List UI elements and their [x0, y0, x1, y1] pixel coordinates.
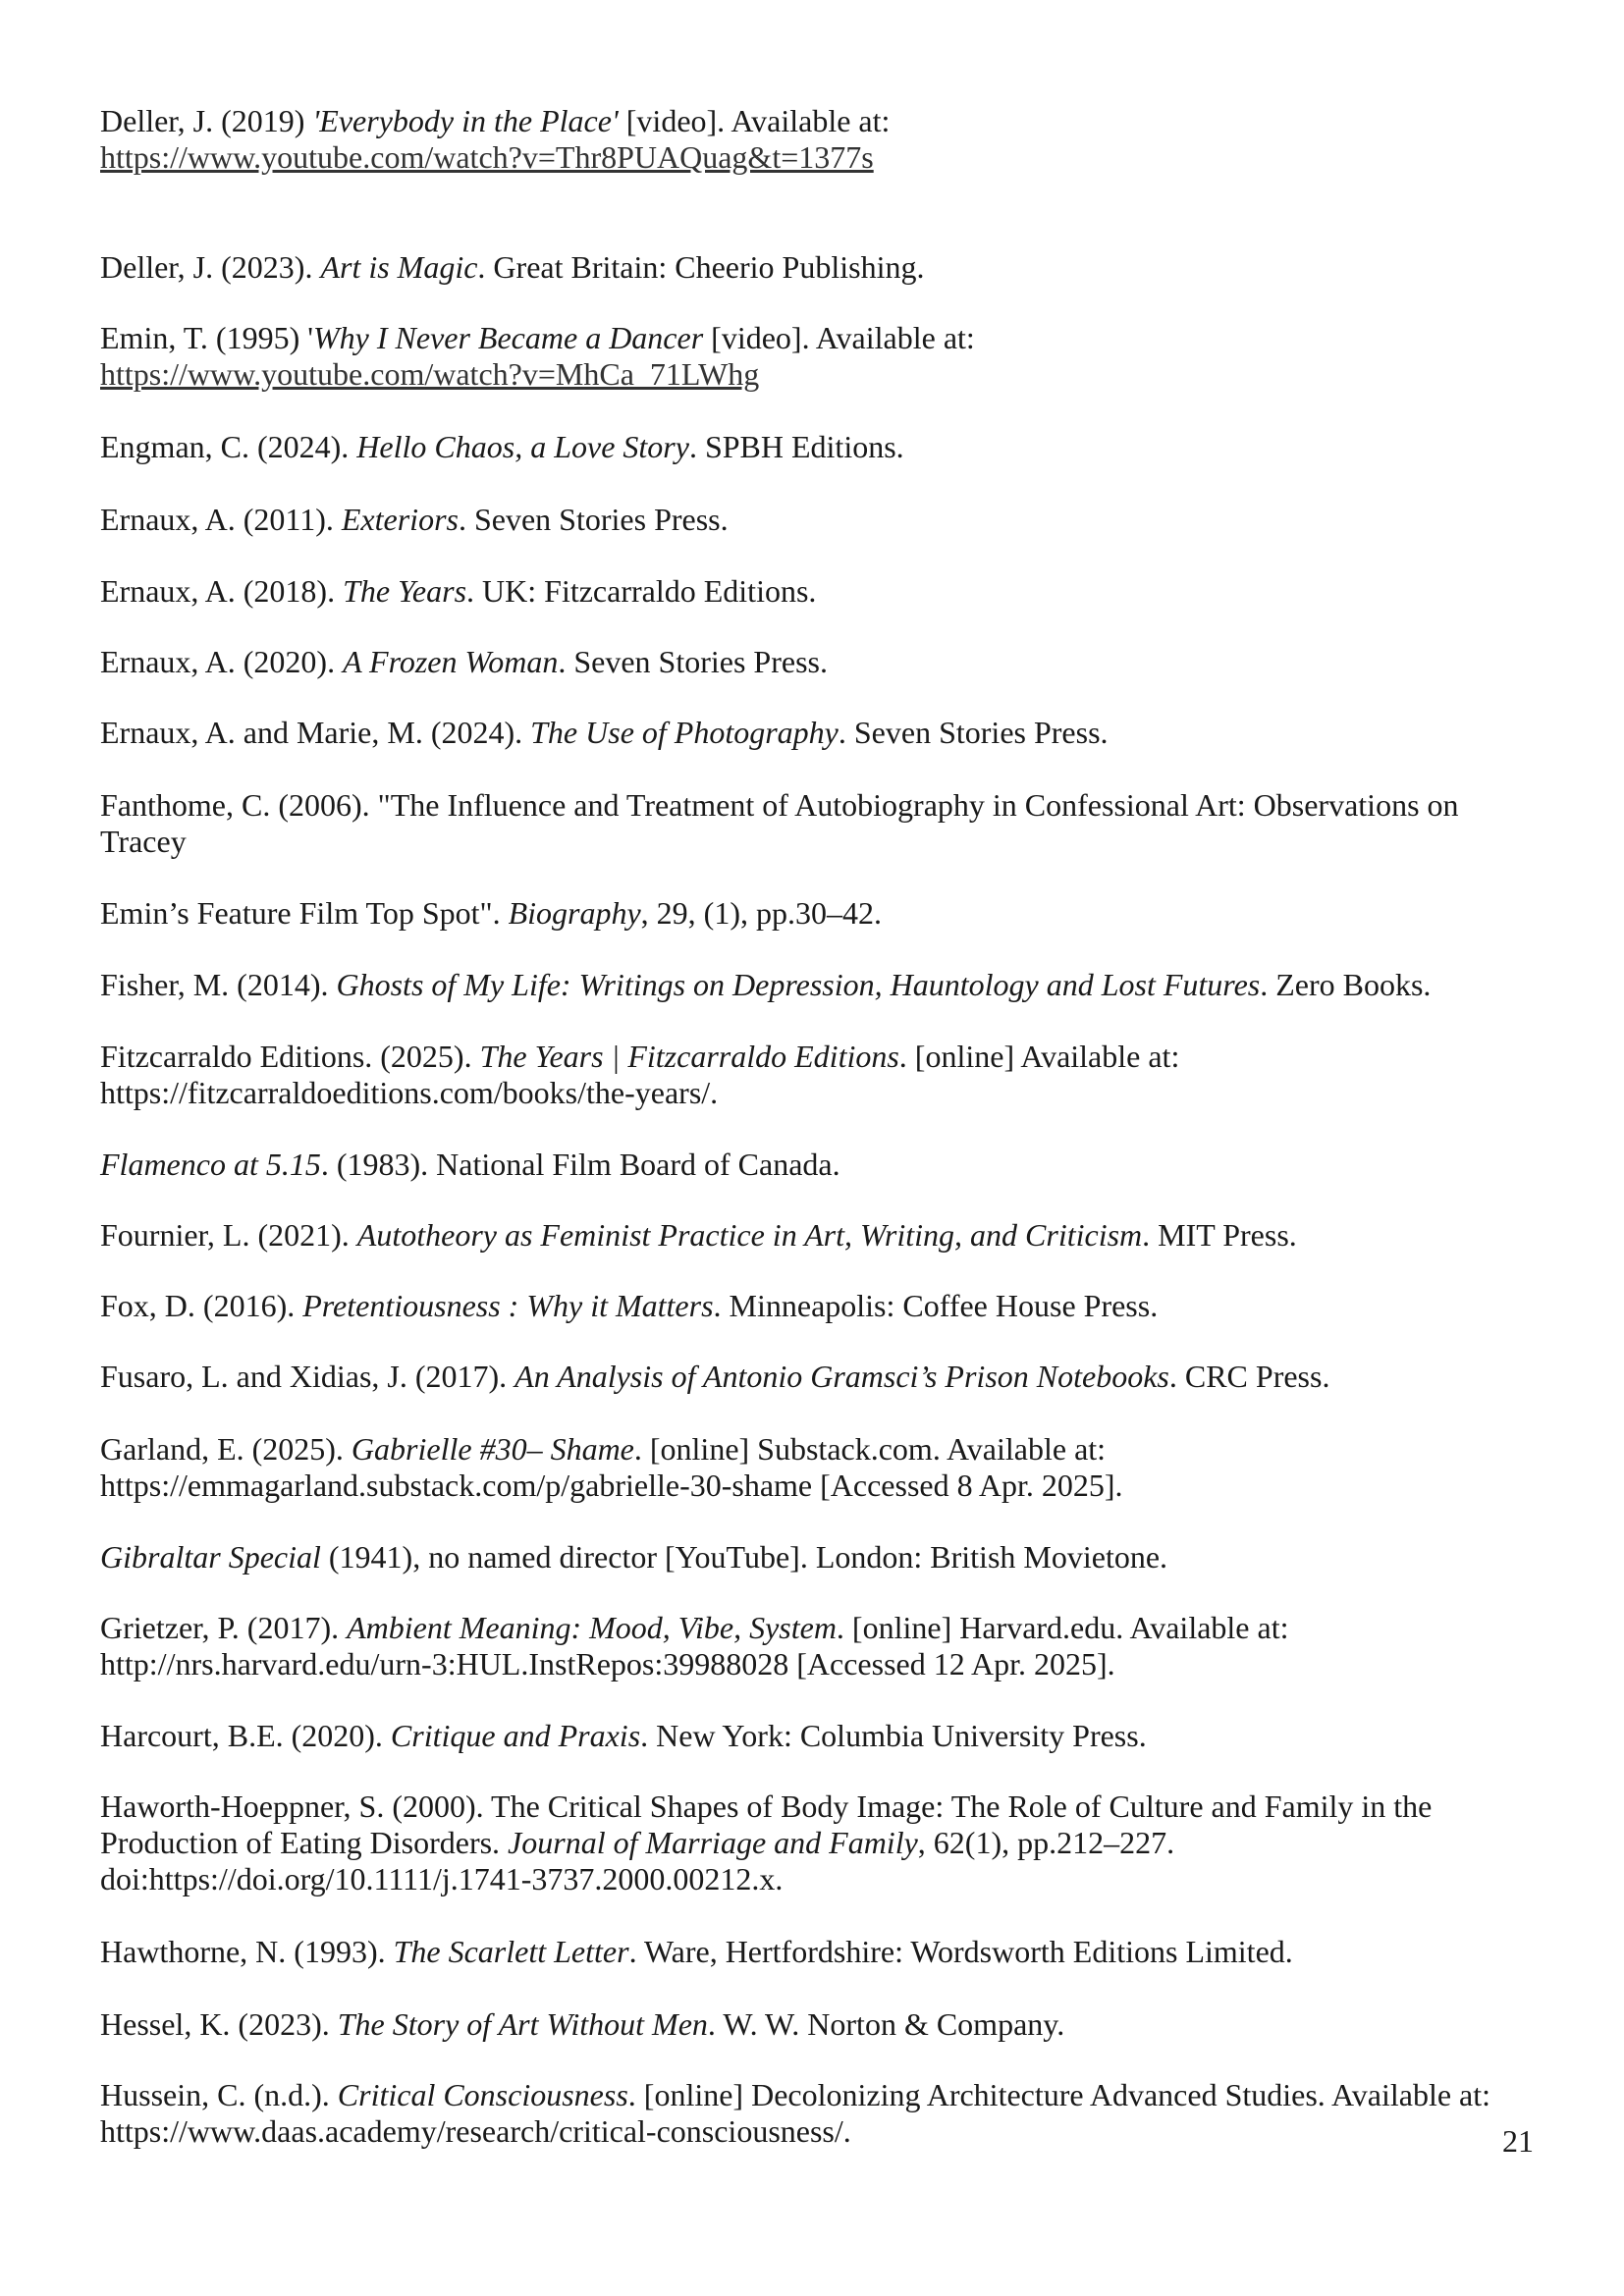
reference-title: Critical Consciousness [337, 2077, 628, 2112]
reference-entry [100, 967, 1534, 1003]
reference-url: https://fitzcarraldoeditions.com/books/the-years/. [100, 1075, 719, 1110]
reference-title: Gibraltar Special [100, 1539, 321, 1575]
reference-title: Art is Magic [320, 249, 478, 285]
reference-text: Emin’s Feature Film Top Spot". [100, 895, 509, 931]
reference-title: Ambient Meaning: Mood, Vibe, System [347, 1610, 837, 1645]
reference-title: Critique and Praxis [390, 1718, 641, 1753]
reference-text: . [online] Substack.com. Available at: [633, 1431, 1107, 1467]
reference-title: 'Everybody in the Place' [312, 103, 619, 138]
reference-entry [100, 1359, 1534, 1395]
reference-text: (1941), no named director [YouTube]. London: British Movietone. [320, 1539, 1168, 1575]
reference-text: Fusaro, L. and Xidias, J. (2017). [100, 1359, 515, 1394]
reference-title: The Use of Photography [530, 715, 839, 750]
reference-entry [100, 502, 1534, 538]
reference-title: Journal of Marriage and Family [508, 1825, 918, 1860]
reference-doi: doi:https://doi.org/10.1111/j.1741-3737.2000.00212.x. [100, 1861, 784, 1896]
reference-entry [100, 1039, 1534, 1111]
reference-entry [100, 1539, 1534, 1575]
reference-text: Ernaux, A. (2011). [100, 502, 342, 537]
reference-text: . SPBH Editions. [688, 429, 904, 464]
reference-text: . CRC Press. [1168, 1359, 1330, 1394]
reference-text: Grietzer, P. (2017). [100, 1610, 348, 1645]
reference-text: Engman, C. (2024). [100, 429, 357, 464]
reference-link[interactable]: https://www.youtube.com/watch?v=MhCa_71LWhg [100, 356, 760, 392]
reference-text: Fox, D. (2016). [100, 1288, 303, 1323]
reference-text: Fitzcarraldo Editions. (2025). [100, 1039, 480, 1074]
reference-title: A Frozen Woman [343, 644, 559, 679]
reference-entry [100, 429, 1534, 465]
reference-entry [100, 1934, 1534, 1970]
reference-text: Emin, T. (1995) ' [100, 320, 313, 355]
reference-entry [100, 249, 1534, 286]
reference-text: Harcourt, B.E. (2020). [100, 1718, 391, 1753]
reference-text: . [online] Harvard.edu. Available at: [836, 1610, 1289, 1645]
reference-entry [100, 1147, 1534, 1183]
reference-entry [100, 2006, 1534, 2043]
reference-title: The Scarlett Letter [393, 1934, 629, 1969]
reference-text: , 62(1), pp.212–227. [917, 1825, 1175, 1860]
reference-text: Ernaux, A. and Marie, M. (2024). [100, 715, 531, 750]
reference-text: Ernaux, A. (2018). [100, 573, 344, 609]
reference-text: . UK: Fitzcarraldo Editions. [466, 573, 817, 609]
reference-text: . Seven Stories Press. [558, 644, 828, 679]
reference-text: Hussein, C. (n.d.). [100, 2077, 338, 2112]
reference-text: Hessel, K. (2023). [100, 2006, 338, 2042]
reference-entry [100, 1431, 1534, 1504]
reference-text: . MIT Press. [1142, 1217, 1297, 1253]
reference-entry [100, 573, 1534, 610]
page-number: 21 [1502, 2123, 1534, 2159]
reference-text: Deller, J. (2019) [100, 103, 313, 138]
reference-entry [100, 320, 1534, 393]
reference-entry [100, 1217, 1534, 1254]
reference-text: Ernaux, A. (2020). [100, 644, 344, 679]
reference-title: Biography [508, 895, 641, 931]
reference-text: [video]. Available at: [703, 320, 975, 355]
reference-text: Deller, J. (2023). [100, 249, 321, 285]
reference-title: Gabrielle #30– Shame [351, 1431, 634, 1467]
reference-text: . Ware, Hertfordshire: Wordsworth Editions Limited. [628, 1934, 1293, 1969]
reference-text: Fournier, L. (2021). [100, 1217, 357, 1253]
reference-text: . [online] Available at: [898, 1039, 1180, 1074]
reference-title: Why I Never Became a Dancer [313, 320, 704, 355]
reference-text: Hawthorne, N. (1993). [100, 1934, 394, 1969]
reference-title: The Years | Fitzcarraldo Editions [479, 1039, 899, 1074]
reference-entry [100, 715, 1534, 751]
reference-title: Pretentiousness : Why it Matters [302, 1288, 714, 1323]
reference-text: . Zero Books. [1260, 967, 1432, 1002]
reference-title: An Analysis of Antonio Gramsci’s Prison Notebooks [514, 1359, 1169, 1394]
reference-title: The Story of Art Without Men [337, 2006, 708, 2042]
reference-text: , 29, (1), pp.30–42. [640, 895, 882, 931]
reference-entry [100, 2077, 1534, 2150]
reference-title: Flamenco at 5.15 [100, 1147, 321, 1182]
reference-text: . Great Britain: Cheerio Publishing. [477, 249, 925, 285]
reference-url: http://nrs.harvard.edu/urn-3:HUL.InstRepos:39988028 [Accessed 12 Apr. 2025]. [100, 1646, 1115, 1682]
reference-text: . Minneapolis: Coffee House Press. [713, 1288, 1159, 1323]
reference-entry [100, 1288, 1534, 1324]
reference-entry [100, 644, 1534, 680]
reference-entry [100, 1610, 1534, 1682]
reference-entry [100, 787, 1534, 860]
reference-entry [100, 103, 1534, 176]
reference-title: Ghosts of My Life: Writings on Depression, Hauntology and Lost Futures [336, 967, 1261, 1002]
reference-text: . [online] Decolonizing Architecture Advanced Studies. Available at: [627, 2077, 1491, 2112]
reference-title: The Years [343, 573, 467, 609]
reference-entry [100, 895, 1534, 932]
reference-entry [100, 1718, 1534, 1754]
reference-url: https://www.daas.academy/research/critical-consciousness/. [100, 2113, 851, 2149]
reference-text: . Seven Stories Press. [458, 502, 729, 537]
reference-text: . W. W. Norton & Company. [707, 2006, 1065, 2042]
reference-text: . Seven Stories Press. [838, 715, 1109, 750]
reference-title: Autotheory as Feminist Practice in Art, Writing, and Criticism [356, 1217, 1143, 1253]
reference-entry [100, 1789, 1534, 1897]
reference-link[interactable]: https://www.youtube.com/watch?v=Thr8PUAQuag&t=1377s [100, 139, 874, 175]
reference-text: [video]. Available at: [618, 103, 891, 138]
reference-text: Garland, E. (2025). [100, 1431, 352, 1467]
reference-text: . (1983). National Film Board of Canada. [320, 1147, 840, 1182]
reference-url: https://emmagarland.substack.com/p/gabrielle-30-shame [Accessed 8 Apr. 2025]. [100, 1468, 1123, 1503]
reference-text: Haworth-Hoeppner, S. (2000). The Critical Shapes of Body Image: The Role of Culture and Family in the Production of Eating Disorders. [100, 1789, 1433, 1860]
reference-title: Exteriors [341, 502, 459, 537]
reference-text: Fanthome, C. (2006). "The Influence and Treatment of Autobiography in Confessional Art: Observations on Tracey [100, 787, 1459, 859]
reference-text: . New York: Columbia University Press. [640, 1718, 1147, 1753]
reference-title: Hello Chaos, a Love Story [356, 429, 689, 464]
reference-text: Fisher, M. (2014). [100, 967, 337, 1002]
